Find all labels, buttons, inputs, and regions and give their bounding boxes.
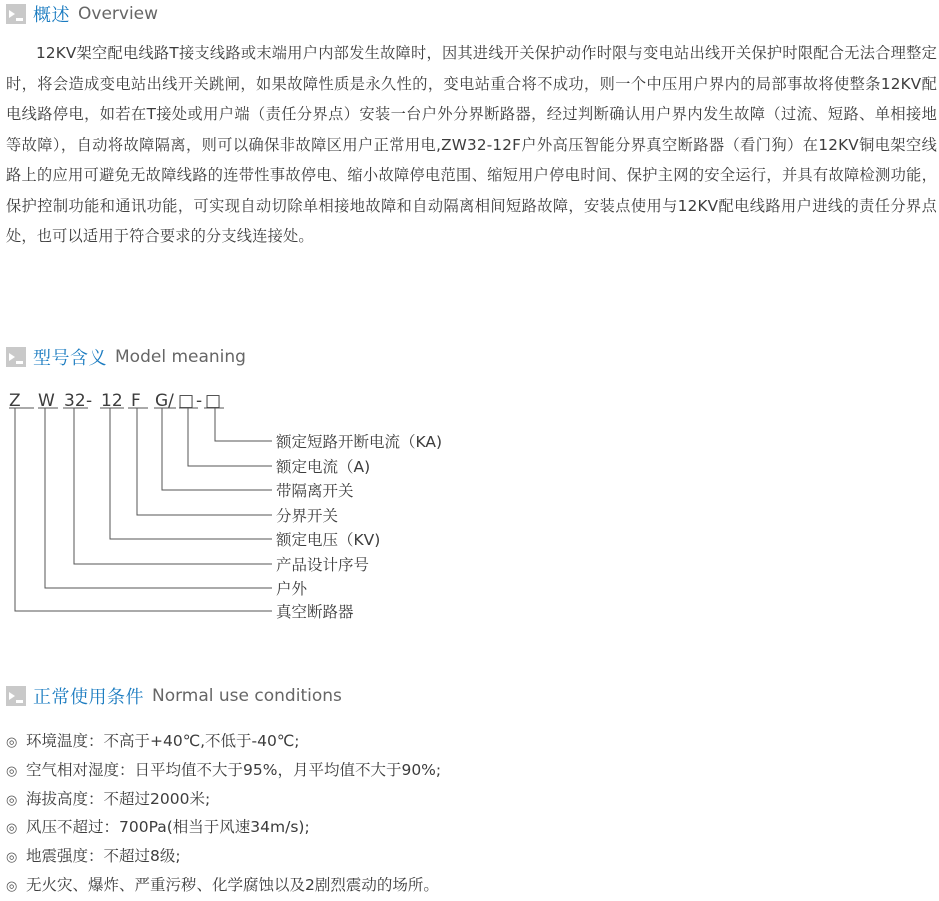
connector-line-1 <box>215 408 272 441</box>
bullet-icon: ◎ <box>6 878 18 894</box>
connector-line-2 <box>188 408 272 466</box>
list-item <box>6 786 441 815</box>
condition-temperature: 环境温度：不高于+40℃,不低于-40℃; <box>26 732 300 750</box>
code-char-f: F <box>131 391 141 411</box>
overview-title-en: Overview <box>78 4 159 24</box>
list-item <box>6 814 441 843</box>
overview-paragraph: 12KV架空配电线路T接支线路或末端用户内部发生故障时，因其进线开关保护动作时限与变电站出线开关保护时限配合无法合理整定时，将会造成变电站出线开关跳闸，如果故障性质是永久性的，变电站重合将不成功，则一个中压用户界内的局部事故将使整条12KV配电线路停电，如若在T接处或用户端（责任分界点）安装一台户外分界断路器，经过判断确认用户界内发生故障（过流、短路、单相接地等故障），自动将故障隔离，则可以确保非故障区用户正常用电,ZW32-12F户外高压智能分界真空断路器（看门狗）在12KV铜电架空线路上的应用可避免无故障线路的连带性事故停电、缩小故障停电范围、缩短用户停电时间、保护主网的安全运行，并具有故障检测功能，保护控制功能和通讯功能，可实现自动切除单相接地故障和自动隔离相间短路故障，安装点使用与12KV配电线路用户进线的责任分界点处，也可以适用于符合要求的分支线连接处。 <box>6 44 937 245</box>
connector-line-7 <box>45 408 272 588</box>
overview-title-zh: 概述 <box>33 5 70 26</box>
label-design-serial: 产品设计序号 <box>276 556 370 574</box>
code-char-z: Z <box>9 391 21 411</box>
overview-heading <box>6 1 158 27</box>
list-item <box>6 757 441 786</box>
bullet-icon: ◎ <box>6 792 18 808</box>
list-item <box>6 872 441 901</box>
list-item <box>6 843 441 872</box>
code-char-12: 12 <box>101 391 123 411</box>
code-char-box-2: □ <box>205 391 222 411</box>
model-code-diagram <box>0 388 560 628</box>
section-marker-icon <box>6 686 26 706</box>
model-code <box>9 391 221 411</box>
conditions-list <box>6 728 441 901</box>
model-title-zh: 型号含义 <box>33 348 107 369</box>
list-item <box>6 728 441 757</box>
bullet-icon: ◎ <box>6 821 18 837</box>
code-char-w: W <box>38 391 55 411</box>
connector-line-3 <box>162 408 272 490</box>
section-marker-icon <box>6 4 26 24</box>
connector-line-5 <box>110 408 272 539</box>
condition-earthquake: 地震强度：不超过8级; <box>26 847 181 866</box>
label-boundary-switch: 分界开关 <box>276 507 339 525</box>
diagram-connector-lines <box>9 408 272 611</box>
bullet-icon: ◎ <box>6 763 18 779</box>
connector-line-6 <box>74 408 272 564</box>
code-char-32: 32 <box>64 391 86 411</box>
conditions-heading <box>6 683 342 709</box>
connector-line-4 <box>137 408 272 515</box>
label-rated-current: 额定电流（A) <box>276 458 371 476</box>
connector-line-8 <box>15 408 272 611</box>
label-rated-voltage: 额定电压（KV) <box>276 531 381 549</box>
code-char-box-1: □ <box>178 391 195 411</box>
conditions-title-zh: 正常使用条件 <box>33 687 144 708</box>
model-title-en: Model meaning <box>115 347 246 367</box>
code-char-dash: - <box>86 391 93 411</box>
condition-environment: 无火灾、爆炸、严重污秽、化学腐蚀以及2剧烈震动的场所。 <box>26 875 439 894</box>
section-marker-icon <box>6 347 26 367</box>
condition-wind-pressure: 风压不超过：700Pa(相当于风速34m/s); <box>26 818 310 837</box>
model-heading <box>6 344 246 370</box>
bullet-icon: ◎ <box>6 850 18 866</box>
label-rated-breaking-current: 额定短路开断电流（KA) <box>276 433 443 451</box>
condition-humidity: 空气相对湿度：日平均值不大于95%，月平均值不大于90%; <box>26 760 442 779</box>
condition-altitude: 海拔高度：不超过2000米; <box>26 789 211 808</box>
conditions-title-en: Normal use conditions <box>152 686 342 706</box>
label-outdoor: 户外 <box>276 580 308 598</box>
label-with-isolating-switch: 带隔离开关 <box>276 482 354 500</box>
code-char-g: G/ <box>155 391 174 411</box>
bullet-icon: ◎ <box>6 735 18 750</box>
label-vacuum-breaker: 真空断路器 <box>276 603 354 621</box>
code-char-dash-2: - <box>196 391 203 411</box>
